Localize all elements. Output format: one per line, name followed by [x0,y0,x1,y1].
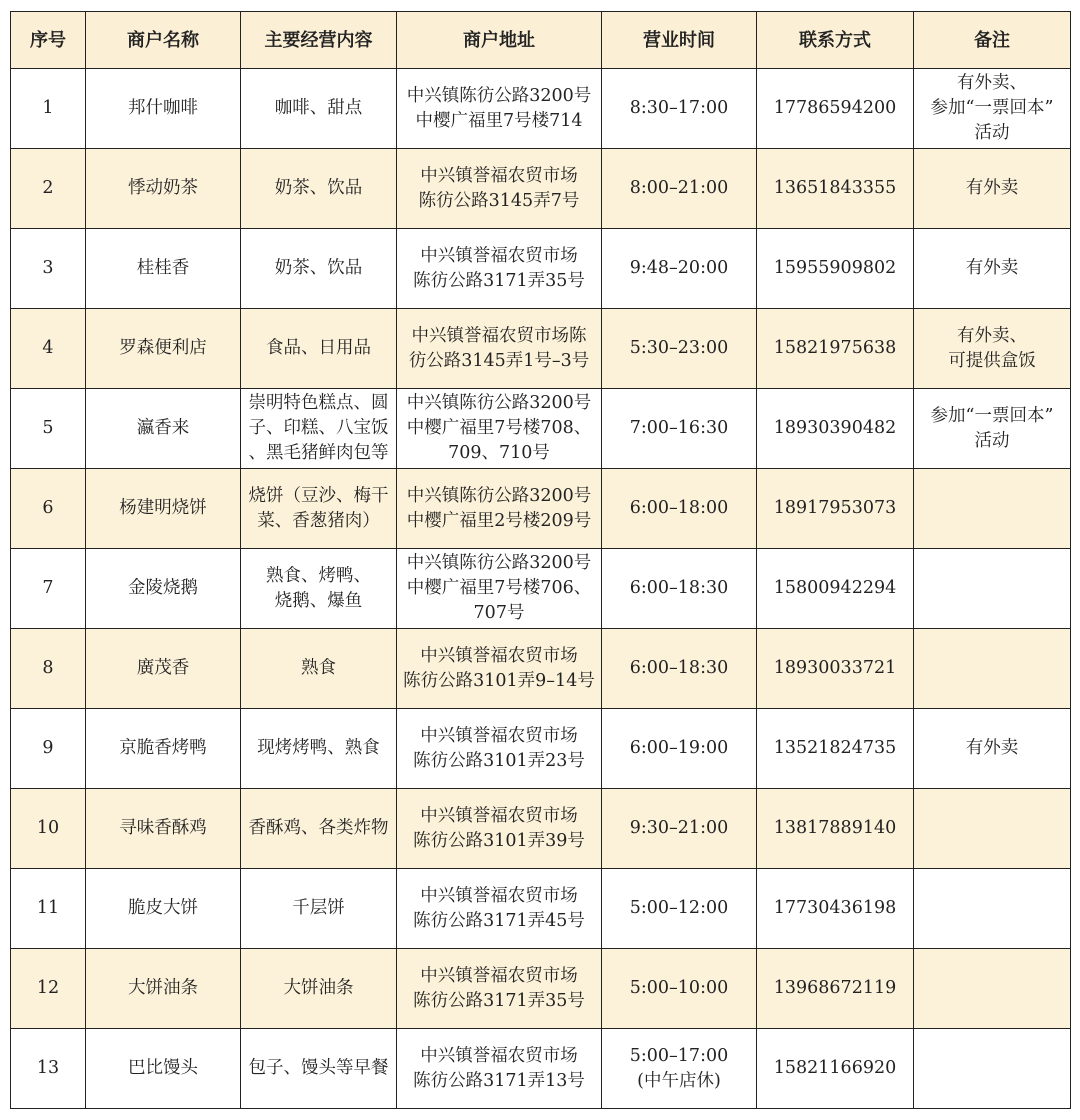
cell-address: 中兴镇誉福农贸市场陈 彷公路3145弄1号–3号 [397,309,602,389]
cell-note: 有外卖 [914,229,1071,309]
cell-phone: 13651843355 [757,149,914,229]
cell-phone: 15821975638 [757,309,914,389]
cell-merchant-name: 悸动奶茶 [86,149,241,229]
cell-merchant-name: 廣茂香 [86,629,241,709]
cell-hours: 7:00–16:30 [602,389,757,469]
cell-note: 参加“一票回本” 活动 [914,389,1071,469]
cell-note [914,1029,1071,1109]
table-row [11,1029,1071,1109]
cell-address: 中兴镇陈彷公路3200号 中樱广福里7号楼714 [397,69,602,149]
cell-business: 香酥鸡、各类炸物 [241,789,397,869]
cell-index: 9 [11,709,86,789]
cell-merchant-name: 寻味香酥鸡 [86,789,241,869]
cell-business: 奶茶、饮品 [241,149,397,229]
cell-note [914,469,1071,549]
table-row [11,69,1071,149]
table-body [11,69,1071,1109]
merchant-table [10,11,1071,1109]
table-row [11,309,1071,389]
cell-merchant-name: 金陵烧鹅 [86,549,241,629]
cell-hours: 5:00–17:00 (中午店休) [602,1029,757,1109]
cell-hours: 9:48–20:00 [602,229,757,309]
cell-merchant-name: 杨建明烧饼 [86,469,241,549]
cell-merchant-name: 瀛香来 [86,389,241,469]
cell-business: 熟食 [241,629,397,709]
cell-index: 10 [11,789,86,869]
cell-index: 6 [11,469,86,549]
cell-hours: 6:00–18:00 [602,469,757,549]
cell-business: 咖啡、甜点 [241,69,397,149]
table-row [11,709,1071,789]
cell-business: 食品、日用品 [241,309,397,389]
table-row [11,549,1071,629]
header-business: 主要经营内容 [241,12,397,69]
cell-hours: 5:30–23:00 [602,309,757,389]
table-row [11,149,1071,229]
header-index: 序号 [11,12,86,69]
cell-business: 大饼油条 [241,949,397,1029]
cell-address: 中兴镇陈彷公路3200号 中樱广福里7号楼708、 709、710号 [397,389,602,469]
cell-merchant-name: 京脆香烤鸭 [86,709,241,789]
cell-note: 有外卖、 参加“一票回本” 活动 [914,69,1071,149]
cell-address: 中兴镇陈彷公路3200号 中樱广福里2号楼209号 [397,469,602,549]
cell-hours: 6:00–18:30 [602,629,757,709]
cell-note: 有外卖 [914,149,1071,229]
cell-merchant-name: 脆皮大饼 [86,869,241,949]
table-row [11,629,1071,709]
cell-business: 千层饼 [241,869,397,949]
cell-note [914,869,1071,949]
cell-merchant-name: 巴比馒头 [86,1029,241,1109]
cell-business: 包子、馒头等早餐 [241,1029,397,1109]
cell-phone: 18930033721 [757,629,914,709]
header-hours: 营业时间 [602,12,757,69]
cell-phone: 13968672119 [757,949,914,1029]
cell-phone: 17730436198 [757,869,914,949]
cell-merchant-name: 大饼油条 [86,949,241,1029]
cell-business: 熟食、烤鸭、 烧鹅、爆鱼 [241,549,397,629]
cell-phone: 15955909802 [757,229,914,309]
cell-merchant-name: 邦什咖啡 [86,69,241,149]
cell-hours: 9:30–21:00 [602,789,757,869]
cell-hours: 6:00–18:30 [602,549,757,629]
table-row [11,789,1071,869]
table-row [11,469,1071,549]
cell-business: 现烤烤鸭、熟食 [241,709,397,789]
header-note: 备注 [914,12,1071,69]
table-row [11,869,1071,949]
cell-business: 奶茶、饮品 [241,229,397,309]
cell-index: 4 [11,309,86,389]
cell-note: 有外卖、 可提供盒饭 [914,309,1071,389]
cell-index: 3 [11,229,86,309]
cell-phone: 15800942294 [757,549,914,629]
header-address: 商户地址 [397,12,602,69]
cell-phone: 15821166920 [757,1029,914,1109]
cell-hours: 5:00–10:00 [602,949,757,1029]
cell-note [914,629,1071,709]
header-merchant-name: 商户名称 [86,12,241,69]
cell-merchant-name: 罗森便利店 [86,309,241,389]
cell-phone: 17786594200 [757,69,914,149]
cell-hours: 6:00–19:00 [602,709,757,789]
cell-index: 13 [11,1029,86,1109]
cell-address: 中兴镇誉福农贸市场 陈彷公路3171弄35号 [397,949,602,1029]
table-header-row [11,12,1071,69]
cell-hours: 8:30–17:00 [602,69,757,149]
merchant-table-wrapper [10,11,1071,1109]
cell-index: 2 [11,149,86,229]
header-contact: 联系方式 [757,12,914,69]
cell-note: 有外卖 [914,709,1071,789]
cell-index: 1 [11,69,86,149]
cell-phone: 13521824735 [757,709,914,789]
cell-index: 7 [11,549,86,629]
cell-business: 崇明特色糕点、圆 子、印糕、八宝饭 、黑毛猪鲜肉包等 [241,389,397,469]
cell-phone: 13817889140 [757,789,914,869]
cell-address: 中兴镇誉福农贸市场 陈彷公路3171弄13号 [397,1029,602,1109]
cell-phone: 18917953073 [757,469,914,549]
cell-address: 中兴镇誉福农贸市场 陈彷公路3101弄39号 [397,789,602,869]
table-row [11,229,1071,309]
cell-address: 中兴镇陈彷公路3200号 中樱广福里7号楼706、 707号 [397,549,602,629]
cell-address: 中兴镇誉福农贸市场 陈彷公路3171弄45号 [397,869,602,949]
cell-address: 中兴镇誉福农贸市场 陈彷公路3101弄9–14号 [397,629,602,709]
cell-index: 11 [11,869,86,949]
cell-hours: 5:00–12:00 [602,869,757,949]
cell-business: 烧饼（豆沙、梅干 菜、香葱猪肉） [241,469,397,549]
cell-note [914,949,1071,1029]
cell-index: 5 [11,389,86,469]
table-row [11,949,1071,1029]
cell-note [914,549,1071,629]
cell-index: 12 [11,949,86,1029]
cell-note [914,789,1071,869]
cell-merchant-name: 桂桂香 [86,229,241,309]
cell-index: 8 [11,629,86,709]
cell-address: 中兴镇誉福农贸市场 陈彷公路3145弄7号 [397,149,602,229]
cell-hours: 8:00–21:00 [602,149,757,229]
cell-address: 中兴镇誉福农贸市场 陈彷公路3171弄35号 [397,229,602,309]
cell-phone: 18930390482 [757,389,914,469]
table-row [11,389,1071,469]
cell-address: 中兴镇誉福农贸市场 陈彷公路3101弄23号 [397,709,602,789]
